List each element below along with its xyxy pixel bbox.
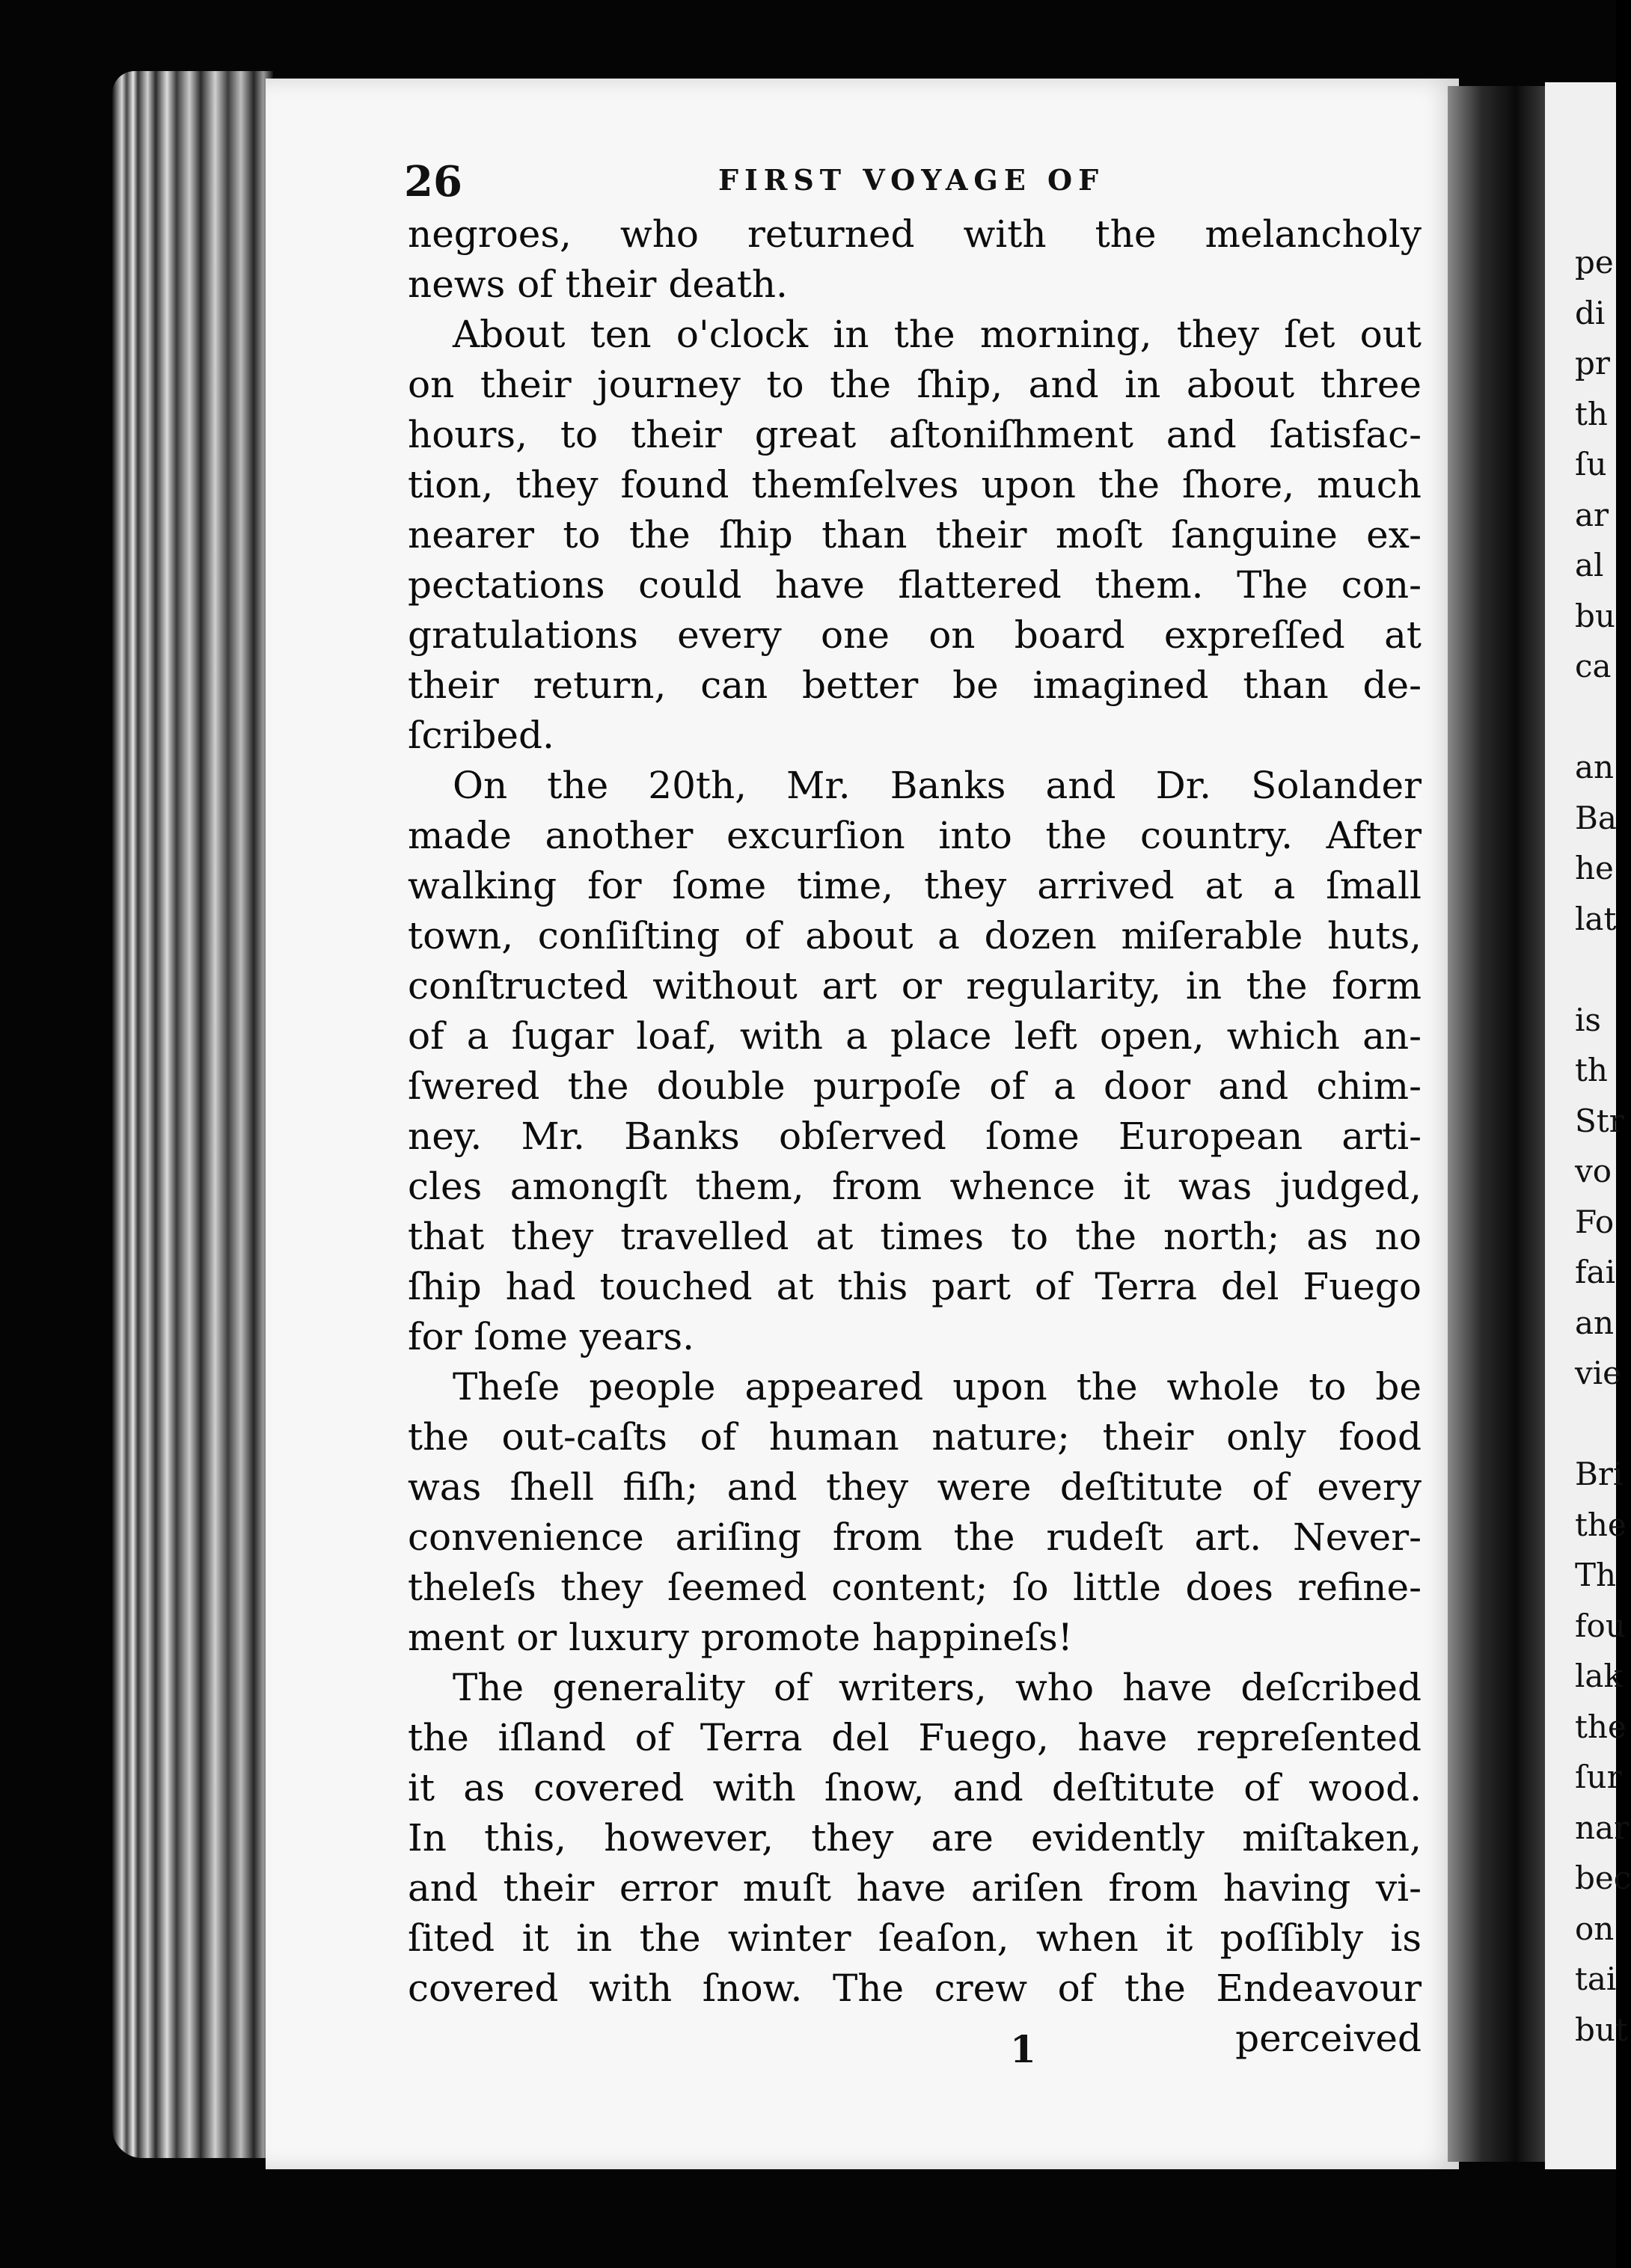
facing-page-line: bec [1575,1860,1631,1896]
page-edges [112,71,273,2158]
text-line: nearer to the ſhip than their moſt ſanguine ex- [408,513,1422,557]
text-line: ney. Mr. Banks obſerved ſome European arti- [408,1115,1422,1158]
text-line: cles amongſt them, from whence it was judged, [408,1165,1422,1208]
signature-mark: 1 [1010,2027,1036,2071]
text-line: for ſome years. [408,1315,695,1358]
facing-page-line: vo [1575,1153,1612,1189]
text-line: Theſe people appeared upon the whole to be [453,1365,1422,1409]
text-line: walking for ſome time, they arrived at a ſmall [408,864,1422,907]
text-line: ſhip had touched at this part of Terra del Fuego [408,1265,1422,1308]
text-line: ſcribed. [408,714,554,757]
text-line: made another excurſion into the country. After [408,814,1422,857]
text-line: On the 20th, Mr. Banks and Dr. Solander [453,764,1422,807]
text-line: The generality of writers, who have deſcribed [453,1666,1422,1709]
body-text [408,209,1422,2064]
text-line: ſwered the double purpoſe of a door and chim- [408,1064,1422,1108]
text-line: theleſs they ſeemed content; ſo little does refine- [408,1566,1422,1609]
text-line: conſtructed without art or regularity, in the form [408,964,1422,1008]
facing-page-line: Bri [1575,1456,1624,1492]
text-line: gratulations every one on board expreſſed at [408,613,1422,657]
facing-page-line: th [1575,395,1608,432]
facing-page-line: he [1575,850,1614,886]
text-line: negroes, who returned with the melancholy [408,212,1422,256]
text-line: the out-caſts of human nature; their only food [408,1415,1422,1459]
facing-page-line: is [1575,1001,1601,1038]
facing-page-line: Th [1575,1557,1617,1593]
facing-page-line: an [1575,1304,1615,1341]
facing-page-line: pe [1575,244,1614,281]
text-line: the iſland of Terra del Fuego, have repreſented [408,1716,1422,1759]
facing-page-line: pr [1575,345,1610,381]
text-line: About ten o'clock in the morning, they ſet out [453,313,1422,356]
page-number: 26 [404,157,462,206]
facing-page-line: Fo [1575,1203,1615,1240]
facing-page-line: ar [1575,496,1609,533]
text-line: ſited it in the winter ſeaſon, when it poſſibly is [408,1916,1422,1960]
text-line: that they travelled at times to the north; as no [408,1215,1422,1258]
facing-page-line: th [1575,1052,1608,1088]
text-line: tion, they found themſelves upon the ſhore, much [408,463,1422,506]
text-line: ment or luxury promote happineſs! [408,1616,1073,1659]
text-line: perceived [1235,2017,1422,2060]
text-line: it as covered with ſnow, and deſtitute of wood. [408,1766,1422,1809]
facing-page-line: fai [1575,1254,1616,1290]
facing-page-line: di [1575,294,1606,331]
facing-page-line: Str [1575,1102,1624,1139]
facing-page-line: tai [1575,1961,1617,1997]
facing-page-line: lat [1575,900,1617,937]
text-line: and their error muſt have ariſen from having vi- [408,1866,1422,1910]
facing-page-fragment [1545,82,1631,2169]
facing-page-line: Ba [1575,799,1617,836]
facing-page-line: ſur [1575,1759,1622,1795]
facing-page-line: ſu [1575,446,1607,482]
text-line: hours, to their great aſtoniſhment and ſatisfac- [408,413,1422,456]
running-head: FIRST VOYAGE OF [718,163,1105,197]
facing-page-line: on [1575,1910,1615,1947]
text-line: on their journey to the ſhip, and in about three [408,363,1422,406]
text-line: covered with ſnow. The crew of the Endeavour [408,1967,1422,2010]
text-line: pectations could have flattered them. The con- [408,563,1422,607]
book-gutter [1448,86,1545,2162]
text-line: their return, can better be imagined than de- [408,663,1422,707]
facing-page-line: bu [1575,597,1615,634]
page-header [404,157,1332,209]
text-line: of a ſugar loaf, with a place left open, which an- [408,1014,1422,1058]
facing-page-line: nar [1575,1809,1630,1846]
facing-page-line: the [1575,1708,1627,1745]
facing-page-line: al [1575,547,1604,583]
facing-page-line: an [1575,749,1615,785]
facing-page-line: fou [1575,1607,1626,1644]
facing-page-line: ca [1575,648,1612,684]
text-line: convenience ariſing from the rudeſt art. Never- [408,1515,1422,1559]
facing-page-line: lak [1575,1658,1623,1694]
facing-page-line: the [1575,1506,1627,1543]
facing-page-line: but [1575,2011,1628,2048]
text-line: town, conſiſting of about a dozen miſerable huts, [408,914,1422,957]
text-line: In this, however, they are evidently miſtaken, [408,1816,1422,1860]
text-line: news of their death. [408,263,788,306]
facing-page-line: vie [1575,1355,1622,1391]
text-line: was ſhell fiſh; and they were deſtitute of every [408,1465,1422,1509]
